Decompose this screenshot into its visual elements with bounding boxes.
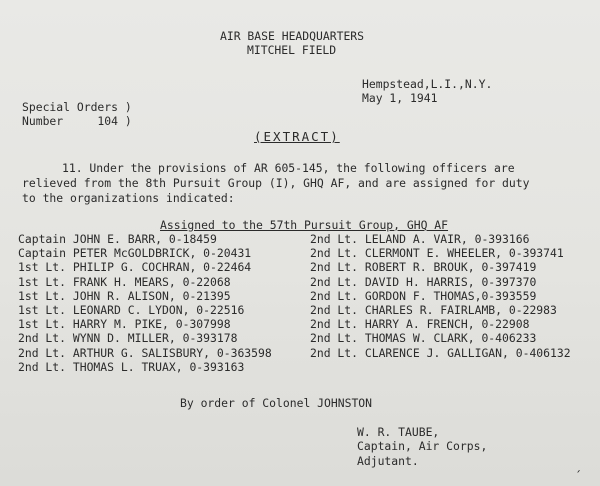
officer-entry: 2nd Lt. DAVID H. HARRIS, 0-397370 (310, 274, 537, 289)
officers-left-column (18, 233, 308, 375)
header-line-2: MITCHEL FIELD (247, 43, 337, 57)
officer-entry: 2nd Lt. CLARENCE J. GALLIGAN, 0-406132 (310, 345, 571, 360)
officer-entry: 2nd Lt. LELAND A. VAIR, 0-393166 (310, 232, 530, 246)
officer-entry: 1st Lt. LEONARD C. LYDON, 0-22516 (18, 302, 245, 317)
officer-entry: 2nd Lt. HARRY A. FRENCH, 0-22908 (310, 317, 530, 332)
officer-entry: 2nd Lt. CLERMONT E. WHEELER, 0-393741 (310, 246, 564, 261)
officer-entry: 2nd Lt. ARTHUR G. SALISBURY, 0-363598 (18, 345, 272, 360)
extract-heading: (EXTRACT) (254, 129, 340, 144)
body-line-1: 11. Under the provisions of AR 605-145, the following officers are (62, 161, 515, 175)
officer-entry: 1st Lt. FRANK H. MEARS, 0-22068 (18, 274, 231, 289)
officer-entry: 2nd Lt. THOMAS L. TRUAX, 0-393163 (18, 359, 245, 374)
officer-entry: 2nd Lt. WYNN D. MILLER, 0-393178 (18, 331, 238, 346)
stray-mark: ˏ (575, 458, 583, 472)
signature-title: Adjutant. (357, 454, 419, 468)
orders-number-line: Number 104 ) (22, 114, 132, 128)
officer-entry: 1st Lt. PHILIP G. COCHRAN, 0-22464 (18, 260, 252, 275)
officer-entry: 2nd Lt. ROBERT R. BROUK, 0-397419 (310, 260, 537, 275)
officer-entry: 2nd Lt. CHARLES R. FAIRLAMB, 0-22983 (310, 302, 557, 317)
assignment-heading: Assigned to the 57th Pursuit Group, GHQ AF (160, 218, 449, 232)
officer-entry: 2nd Lt. THOMAS W. CLARK, 0-406233 (310, 331, 537, 346)
officers-right-column (310, 233, 600, 361)
header-line-1: AIR BASE HEADQUARTERS (220, 29, 365, 43)
special-orders-line: Special Orders ) (22, 100, 132, 114)
signature-rank: Captain, Air Corps, (357, 439, 488, 453)
place-line: Hempstead,L.I.,N.Y. (362, 77, 493, 91)
body-line-2: relieved from the 8th Pursuit Group (I), GHQ AF, and are assigned for duty (22, 176, 530, 190)
officer-entry: 2nd Lt. GORDON F. THOMAS,0-393559 (310, 288, 537, 303)
officer-entry: 1st Lt. JOHN R. ALISON, 0-21395 (18, 288, 231, 303)
body-line-3: to the organizations indicated: (22, 191, 235, 205)
signature-name: W. R. TAUBE, (357, 425, 440, 439)
officer-entry: 1st Lt. HARRY M. PIKE, 0-307998 (18, 317, 231, 332)
date-line: May 1, 1941 (362, 91, 438, 105)
officer-entry: Captain JOHN E. BARR, 0-18459 (18, 232, 217, 246)
officer-entry: Captain PETER McGOLDBRICK, 0-20431 (18, 246, 252, 261)
closing-line: By order of Colonel JOHNSTON (180, 396, 373, 410)
